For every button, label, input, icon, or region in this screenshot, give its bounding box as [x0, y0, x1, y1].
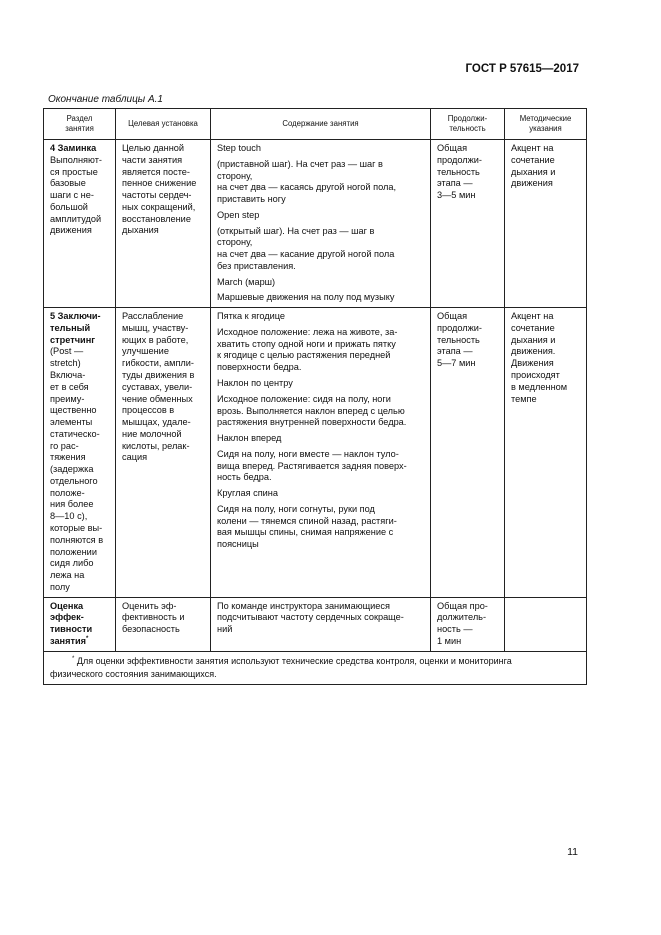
content-line: Круглая спина	[217, 488, 278, 499]
cell-line: 5—7 мин	[437, 358, 476, 369]
cell-line: Раздел	[66, 114, 93, 124]
cell-line: ющих в работе,	[122, 334, 189, 345]
content-line: Open step	[217, 209, 260, 220]
content-line: Наклон по центру	[217, 378, 293, 389]
cell-line: туды движения в	[122, 370, 195, 381]
cell-line: мышц, участву-	[122, 322, 189, 333]
cell-line: полняются в	[50, 534, 104, 545]
cell-line: этапа —	[437, 178, 473, 189]
cell-line: сочетание	[511, 322, 555, 333]
cell-line: происходят	[511, 370, 560, 381]
footnote-line-2: физического состояния занимающихся.	[50, 668, 217, 679]
table-row-stretching	[44, 308, 587, 597]
content-line: Исходное положение: лежа на животе, за-	[217, 326, 398, 337]
cell-line: статическо-	[50, 428, 100, 439]
content-paragraph	[217, 378, 425, 390]
content-line: врозь. Выполняется наклон вперед с целью	[217, 405, 405, 416]
cell-line: Акцент на	[511, 143, 554, 153]
cell-line: мышцах, удале-	[122, 417, 191, 428]
cell-line: движения	[511, 178, 553, 189]
content-line: Исходное положение: сидя на полу, ноги	[217, 393, 391, 404]
cell-line: го рас-	[50, 440, 79, 451]
footnote-mark: *	[72, 655, 75, 662]
notes-cell	[505, 597, 587, 651]
cell-line: stretch)	[50, 358, 81, 369]
cell-line: (задержка	[50, 464, 94, 475]
cell-line: Акцент на	[511, 311, 554, 322]
cell-line: ных сокращений,	[122, 201, 196, 212]
cell-line: чение обменных	[122, 393, 193, 404]
cell-line: тяжения	[50, 452, 86, 463]
cell-line: частоты сердеч-	[122, 190, 192, 201]
cell-line: движения	[50, 225, 92, 236]
cell-line: Расслабление	[122, 311, 184, 322]
cell-line: ность —	[437, 624, 473, 635]
section-cell	[44, 140, 116, 308]
cell-line: улучшение	[122, 346, 169, 357]
cell-line: Оценить эф-	[122, 600, 177, 611]
methodology-table	[43, 108, 587, 685]
cell-line: Выполняют-	[50, 154, 102, 165]
section-note	[50, 155, 110, 237]
cell-line: Общая	[437, 143, 468, 153]
cell-line: базовые	[50, 178, 86, 189]
section-title	[50, 143, 110, 155]
cell-line: должитель-	[437, 612, 487, 623]
goal-cell	[116, 140, 211, 308]
content-paragraph	[217, 226, 425, 273]
table-row-evaluation	[44, 597, 587, 651]
notes-cell	[505, 140, 587, 308]
content-line: к ягодице с целью растяжения передней	[217, 350, 391, 361]
col-header-notes	[505, 109, 587, 140]
content-line: (приставной шаг). На счет раз — шаг в	[217, 158, 383, 169]
content-line: колени — тянемся спиной назад, растяги-	[217, 515, 397, 526]
content-line: на счет два — касаясь другой ногой пола,	[217, 182, 396, 193]
content-paragraph	[217, 394, 425, 429]
notes-cell	[505, 308, 587, 597]
content-line: без приставления.	[217, 260, 296, 271]
cell-line: амплитудой	[50, 213, 102, 224]
content-line: Маршевые движения на полу под музыку	[217, 292, 395, 303]
content-paragraph	[217, 433, 425, 445]
cell-line: щественно	[50, 405, 97, 416]
cell-line: элементы	[50, 417, 93, 428]
duration-cell	[431, 140, 505, 308]
section-title	[50, 311, 110, 346]
content-paragraph	[217, 504, 425, 551]
footnote	[44, 651, 587, 684]
content-paragraph	[217, 277, 425, 289]
content-line: поверхности бедра.	[217, 362, 302, 373]
cell-line: большой	[50, 201, 88, 212]
footnote-row	[44, 651, 587, 684]
cell-line: тивности	[50, 624, 93, 635]
col-header-goal	[116, 109, 211, 140]
duration-cell	[431, 597, 505, 651]
cell-line: пенное снижение	[122, 178, 197, 189]
duration-cell	[431, 308, 505, 597]
cell-line: положе-	[50, 487, 85, 498]
content-line: March (марш)	[217, 276, 276, 287]
cell-line: 3—5 мин	[437, 190, 476, 201]
cell-line: полу	[50, 581, 70, 592]
cell-line: ние молочной	[122, 428, 182, 439]
cell-line: сочетание	[511, 154, 555, 165]
cell-line: темпе	[511, 393, 537, 404]
content-line: на счет два — касание другой ногой пола	[217, 249, 395, 260]
cell-line: сация	[122, 452, 148, 463]
content-line: По команде инструктора занимающиеся	[217, 600, 390, 611]
content-paragraph	[217, 601, 425, 636]
table-row-cooldown	[44, 140, 587, 308]
cell-line: ния более	[50, 499, 94, 510]
section-note	[50, 346, 110, 593]
section-cell	[44, 597, 116, 651]
goal-cell	[116, 308, 211, 597]
cell-line: суставах, увели-	[122, 381, 193, 392]
cell-line: Целью данной	[122, 143, 185, 153]
cell-line: 5 Заключи-	[50, 311, 101, 322]
content-line: хватить стопу одной ноги и прижать пятку	[217, 338, 396, 349]
footnote-line-1: Для оценки эффективности занятия используют технические средства контроля, оценки и мониторинга	[76, 655, 512, 666]
content-paragraph	[217, 449, 425, 484]
content-paragraph	[217, 488, 425, 500]
table-header-row	[44, 109, 587, 140]
cell-line: Методические	[519, 114, 572, 124]
cell-line: отдельного	[50, 475, 98, 486]
content-line: растяжения внутренней поверхности бедра.	[217, 417, 407, 428]
cell-line: процессов в	[122, 405, 175, 416]
cell-line: Общая	[437, 311, 468, 322]
content-paragraph	[217, 327, 425, 374]
content-line: Step touch	[217, 143, 261, 153]
cell-line: Продолжи-	[447, 114, 488, 124]
footnote-ref-mark: *	[85, 635, 89, 642]
cell-line: лежа на	[50, 570, 85, 581]
cell-line: занятия*	[50, 635, 89, 646]
cell-line: части занятия	[122, 154, 183, 165]
cell-line: 1 мин	[437, 635, 462, 646]
cell-line: положении	[50, 546, 97, 557]
cell-line: Движения	[511, 358, 554, 369]
cell-line: дыхания	[122, 225, 159, 236]
cell-line: дыхания и	[511, 166, 556, 177]
standard-number: ГОСТ Р 57615—2017	[465, 63, 579, 75]
cell-line: Включа-	[50, 370, 86, 381]
cell-line: дыхания и	[511, 334, 556, 345]
content-line: сторону,	[217, 170, 253, 181]
content-line: Сидя на полу, ноги вместе — наклон туло-	[217, 448, 399, 459]
section-cell	[44, 308, 116, 597]
cell-line: в медленном	[511, 381, 568, 392]
cell-line: движения.	[511, 346, 556, 357]
cell-line: Общая про-	[437, 600, 488, 611]
content-line: Наклон вперед	[217, 433, 282, 444]
cell-line: преиму-	[50, 393, 85, 404]
section-title	[50, 601, 110, 648]
cell-line: тельность	[449, 124, 486, 133]
cell-line: эффек-	[50, 612, 84, 623]
cell-line: 4 Заминка	[50, 143, 97, 153]
cell-line: (Post —	[50, 346, 84, 357]
goal-cell	[116, 597, 211, 651]
content-line: подсчитывают частоту сердечных сокраще-	[217, 612, 404, 623]
content-line: сторону,	[217, 237, 253, 248]
content-line: ний	[217, 624, 233, 635]
cell-line: которые вы-	[50, 522, 103, 533]
content-cell	[211, 308, 431, 597]
col-header-section	[44, 109, 116, 140]
cell-line: восстановление	[122, 213, 191, 224]
cell-line: продолжи-	[437, 322, 482, 333]
cell-line: кислоты, релак-	[122, 440, 190, 451]
cell-line: ет в себя	[50, 381, 89, 392]
content-paragraph	[217, 143, 425, 155]
content-paragraph	[217, 292, 425, 304]
cell-line: занятия	[65, 124, 94, 133]
cell-line: тельный	[50, 322, 91, 333]
content-paragraph	[217, 210, 425, 222]
col-header-content	[211, 109, 431, 140]
cell-line: безопасность	[122, 624, 180, 635]
cell-line: стретчинг	[50, 334, 96, 345]
cell-line: является посте-	[122, 166, 190, 177]
cell-line: продолжи-	[437, 154, 482, 165]
cell-line: Содержание занятия	[282, 119, 359, 129]
page-number: 11	[567, 846, 578, 858]
content-line: вая мышцы спины, снимая напряжение с	[217, 527, 394, 538]
col-header-duration	[431, 109, 505, 140]
cell-line: фективность и	[122, 612, 185, 623]
cell-line: сидя либо	[50, 558, 94, 569]
cell-line: этапа —	[437, 346, 473, 357]
cell-line: гибкости, ампли-	[122, 358, 194, 369]
content-line: Сидя на полу, ноги согнуты, руки под	[217, 503, 375, 514]
cell-line: Целевая установка	[128, 119, 198, 129]
table-caption: Окончание таблицы А.1	[48, 94, 163, 105]
cell-line: тельность	[437, 334, 480, 345]
content-paragraph	[217, 311, 425, 323]
cell-line: 8—10 с),	[50, 511, 88, 522]
cell-line: шаги с не-	[50, 190, 94, 201]
cell-line: Оценка	[50, 600, 84, 611]
cell-line: указания	[529, 124, 562, 133]
content-paragraph	[217, 159, 425, 206]
content-line: приставить ногу	[217, 194, 286, 205]
content-line: Пятка к ягодице	[217, 311, 286, 322]
content-cell	[211, 140, 431, 308]
cell-line: тельность	[437, 166, 480, 177]
content-line: (открытый шаг). На счет раз — шаг в	[217, 225, 375, 236]
content-line: поясницы	[217, 539, 259, 550]
content-line: ность бедра.	[217, 472, 272, 483]
content-line: вища вперед. Растягивается задняя поверх-	[217, 460, 407, 471]
cell-line: ся простые	[50, 166, 98, 177]
content-cell	[211, 597, 431, 651]
